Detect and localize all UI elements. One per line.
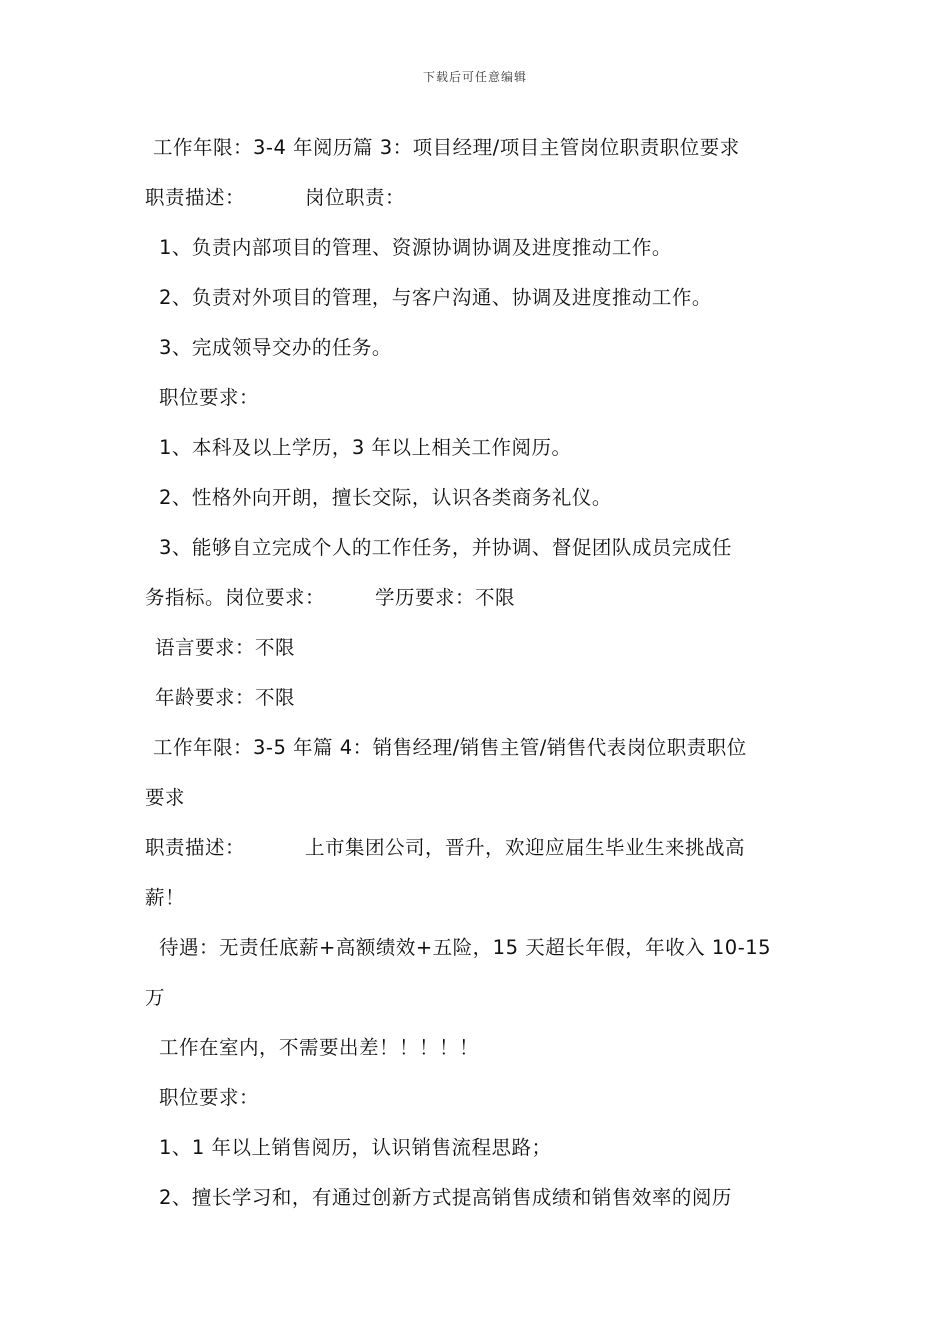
- text-line: 工作在室内，不需要出差！！！！！: [159, 1036, 480, 1059]
- text-line: [145, 830, 810, 880]
- text-segment: 职责描述：: [145, 186, 246, 209]
- text-line: 2、擅长学习和，有通过创新方式提高销售成绩和销售效率的阅历: [159, 1186, 732, 1209]
- text-line: 1、本科及以上学历，3 年以上相关工作阅历。: [159, 436, 572, 459]
- text-segment: 岗位职责：: [305, 186, 406, 209]
- text-line: 职位要求：: [159, 1086, 260, 1109]
- text-line: 工作年限：3-5 年篇 4：销售经理/销售主管/销售代表岗位职责职位: [153, 736, 747, 759]
- text-segment: 学历要求：不限: [375, 586, 516, 609]
- text-line: 3、完成领导交办的任务。: [159, 336, 392, 359]
- text-line: 要求: [145, 786, 186, 809]
- text-line: 3、能够自立完成个人的工作任务，并协调、督促团队成员完成任: [159, 536, 732, 559]
- text-line: 待遇：无责任底薪+高额绩效+五险，15 天超长年假，年收入 10-15: [159, 936, 772, 959]
- text-line: 万: [145, 986, 166, 1009]
- text-line: 工作年限：3-4 年阅历篇 3：项目经理/项目主管岗位职责职位要求: [153, 136, 740, 159]
- header-note: 下载后可任意编辑: [422, 70, 527, 84]
- text-line: 薪！: [145, 886, 186, 909]
- text-line: 职位要求：: [159, 386, 260, 409]
- text-line: 1、负责内部项目的管理、资源协调协调及进度推动工作。: [159, 236, 672, 259]
- text-line: 1、1 年以上销售阅历，认识销售流程思路；: [159, 1136, 552, 1159]
- document-body: [145, 130, 810, 1230]
- text-line: [145, 180, 810, 230]
- text-line: 2、性格外向开朗，擅长交际，认识各类商务礼仪。: [159, 486, 612, 509]
- text-line: 年龄要求：不限: [155, 686, 296, 709]
- text-segment: 职责描述：: [145, 836, 246, 859]
- text-line: [145, 580, 810, 630]
- text-segment: 务指标。岗位要求：: [145, 586, 326, 609]
- text-line: 2、负责对外项目的管理，与客户沟通、协调及进度推动工作。: [159, 286, 712, 309]
- text-segment: 上市集团公司，晋升，欢迎应届生毕业生来挑战高: [305, 836, 746, 859]
- text-line: 语言要求：不限: [155, 636, 296, 659]
